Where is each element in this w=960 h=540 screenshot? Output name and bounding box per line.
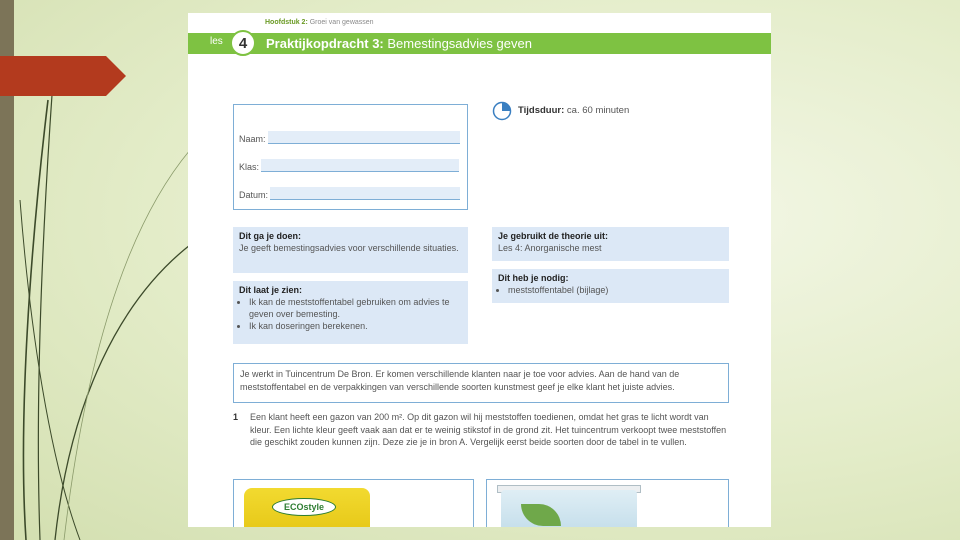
intro-text: Je werkt in Tuincentrum De Bron. Er komen verschillende klanten naar je toe voor advies. Aan de hand van de meststoffentabel en de verpakkingen van verschillende soorten kunstmest geef je elke klant het juiste advies.: [233, 363, 729, 403]
name-label: Naam:: [239, 134, 266, 144]
theorie-heading: Je gebruikt de theorie uit:: [498, 231, 609, 241]
dit-laat-je-zien-box: [233, 281, 468, 344]
question-text: Een klant heeft een gazon van 200 m². Op dit gazon wil hij meststoffen toedienen, omdat het gras te licht wordt van kleur. Een lichte kleur geeft vaak aan dat er te weinig stikstof in de grond zit. Het tuincentrum verkoopt twee meststoffen die geschikt zouden kunnen zijn. Deze zie je in bron A. Vergelijk eerst beide soorten door de tabel in te vullen.: [250, 412, 727, 447]
date-label: Datum:: [239, 190, 269, 200]
dit-laat-je-zien-heading: Dit laat je zien:: [239, 285, 303, 295]
lesson-number: 4: [230, 30, 256, 56]
class-field[interactable]: [261, 159, 459, 172]
name-row: [239, 131, 460, 144]
theorie-text: Les 4: Anorganische mest: [498, 243, 602, 253]
product-image-a: [233, 479, 474, 527]
clock-icon: [492, 101, 512, 121]
dit-ga-je-doen-heading: Dit ga je doen:: [239, 231, 302, 241]
lesson-label: les: [210, 36, 223, 47]
goal-item: • Ik kan de meststoffentabel gebruiken om advies te geven over bemesting.: [249, 296, 462, 320]
date-row: [239, 187, 460, 200]
slide-accent-tab: [0, 56, 126, 96]
theorie-box: [492, 227, 729, 261]
duration-text: Tijdsduur: ca. 60 minuten: [518, 105, 630, 116]
chapter-label: Hoofdstuk 2: Groei van gewassen: [265, 19, 374, 26]
student-info-form: [233, 104, 468, 210]
dit-ga-je-doen-box: [233, 227, 468, 273]
dit-ga-je-doen-text: Je geeft bemestingsadvies voor verschillende situaties.: [239, 243, 459, 253]
class-label: Klas:: [239, 162, 260, 172]
class-row: [239, 159, 459, 172]
product-image-b: [486, 479, 729, 527]
worksheet-page: [188, 13, 771, 527]
material-item: • meststoffentabel (bijlage): [508, 284, 723, 296]
nodig-heading: Dit heb je nodig:: [498, 273, 569, 283]
brand-logo: ECOstyle: [272, 498, 336, 516]
goal-item: • Ik kan doseringen berekenen.: [249, 320, 462, 332]
name-field[interactable]: [268, 131, 460, 144]
page-title: Praktijkopdracht 3: Bemestingsadvies geven: [266, 36, 532, 51]
question-number: 1: [233, 412, 239, 422]
date-field[interactable]: [270, 187, 460, 200]
nodig-box: [492, 269, 729, 303]
